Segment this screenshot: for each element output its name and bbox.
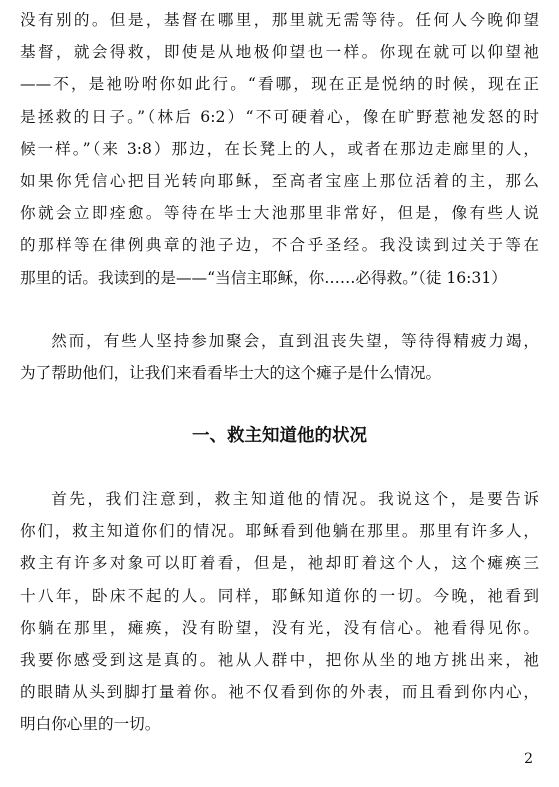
text-line: 明白你心里的一切。 xyxy=(20,715,161,734)
text-line: 然而，有些人坚持参加聚会，直到沮丧失望，等待得精疲力竭， xyxy=(51,332,539,350)
text-line: 是拯救的日子。”（林后 6:2）“不可硬着心，像在旷野惹祂发怒的时 xyxy=(20,107,539,126)
text-line: 基督，就会得救，即使是从地极仰望也一样。你现在就可以仰望祂 xyxy=(20,43,539,62)
text-line: ——不，是祂吩咐你如此行。“看哪，现在正是悦纳的时候，现在正 xyxy=(20,75,539,94)
text-line: 你就会立即痊愈。等待在毕士大池那里非常好，但是，像有些人说 xyxy=(20,204,539,223)
text-line: 为了帮助他们，让我们来看看毕士大的这个瘫子是什么情况。 xyxy=(20,364,442,383)
text-line: 的那样等在律例典章的池子边，不合乎圣经。我没读到过关于等在 xyxy=(20,236,539,255)
text-line: 没有别的。但是，基督在哪里，那里就无需等待。任何人今晚仰望 xyxy=(20,11,539,29)
text-line: 那里的话。我读到的是——“当信主耶稣，你……必得救。”（徒 16:31） xyxy=(20,268,507,287)
text-line: 十八年，卧床不起的人。同样，耶稣知道你的一切。今晚，祂看到 xyxy=(20,586,539,605)
page-number: 2 xyxy=(524,751,533,767)
body-paragraph-2 xyxy=(20,325,539,389)
text-line: 候一样。”（来 3:8）那边，在长凳上的人，或者在那边走廊里的人， xyxy=(20,139,539,158)
text-line: 如果你凭信心把目光转向耶稣，至高者宝座上那位活着的主，那么 xyxy=(20,172,539,191)
text-line: 首先，我们注意到，救主知道他的情况。我说这个，是要告诉 xyxy=(51,490,539,508)
text-line: 的眼睛从头到脚打量着你。祂不仅看到你的外表，而且看到你内心， xyxy=(20,683,539,702)
body-paragraph-3 xyxy=(20,483,539,741)
text-line: 我要你感受到这是真的。祂从人群中，把你从坐的地方挑出来，祂 xyxy=(20,651,539,670)
text-line: 你们，救主知道你们的情况。耶稣看到他躺在那里。那里有许多人， xyxy=(20,522,539,541)
body-paragraph-1 xyxy=(20,4,539,294)
section-heading: 一、救主知道他的状况 xyxy=(192,426,367,446)
text-line: 你躺在那里，瘫痪，没有盼望，没有光，没有信心。祂看得见你。 xyxy=(20,618,539,637)
text-line: 救主有许多对象可以盯着看，但是，祂却盯着这个人，这个瘫痪三 xyxy=(20,554,539,573)
